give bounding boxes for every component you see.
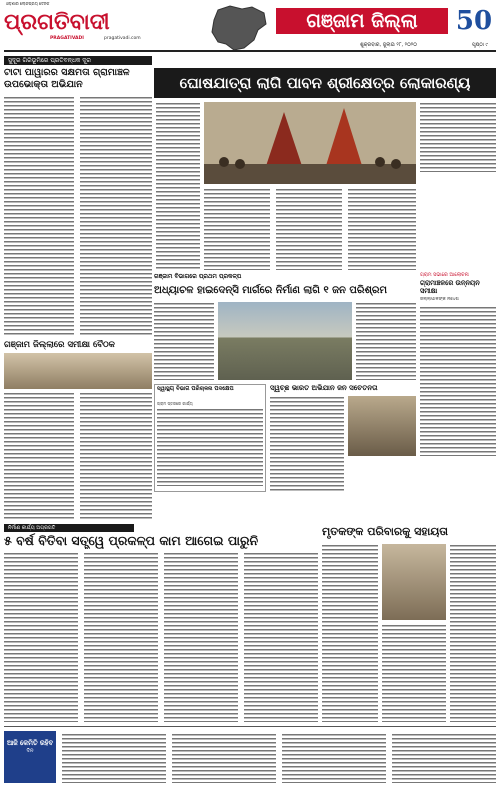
wide-story-body-col1 xyxy=(154,302,214,380)
right-story xyxy=(420,272,496,462)
masthead-rule xyxy=(4,50,496,52)
footer-col3 xyxy=(282,733,386,783)
bottom-right-story xyxy=(322,524,496,722)
logo-text: ପ୍ରଗତିବାଦୀ xyxy=(4,9,110,35)
meeting-body-col2 xyxy=(80,392,152,520)
wide-story-headline: ଅଧ୍ୟାଚଳ ହାଇଦେନ୍ସି ମାର୍ଗରେ ନିର୍ମାଣ ଲାଗି ୧ ଜନ ପରିଶ୍ରମ xyxy=(154,285,387,296)
side-box-headline: ସ୍ୱାସ୍ଥ୍ୟ ବିଭାଗ ପରିଚାଳନା ପଦକ୍ଷେପ xyxy=(157,386,234,392)
bottom-right-col3 xyxy=(450,544,496,722)
small-story-body xyxy=(270,396,344,492)
footer-strip xyxy=(4,726,496,784)
right-story-kicker: ଗ୍ରାମ ସଭାରେ ଆଲୋଚନା xyxy=(420,272,469,278)
crowd-illustration xyxy=(204,102,416,184)
footer-col4 xyxy=(392,733,496,783)
left-top-body-col2 xyxy=(80,96,152,336)
footer-box xyxy=(4,731,56,783)
middle-strip xyxy=(154,272,416,282)
banner-body-col3 xyxy=(348,188,416,270)
footer-col1 xyxy=(62,733,166,783)
bottom-right-col2 xyxy=(382,624,446,722)
footer-box-title: ଆଜି କେମିତି ରହିବ xyxy=(6,739,53,747)
left-top-story xyxy=(4,56,152,338)
banner-body-col2 xyxy=(276,188,342,270)
right-story-subhead: ଜିଲ୍ଲାପାଳଙ୍କ ନିର୍ଦ୍ଦେଶ xyxy=(420,297,459,302)
small-story-photo[interactable] xyxy=(348,396,416,456)
small-story xyxy=(270,384,416,492)
main-banner-headline: ଘୋଷଯାତ୍ରା ଲାଗି ପାବନ ଶ୍ରୀକ୍ଷେତ୍ର ଲୋକାରଣ୍ୟ xyxy=(179,74,471,92)
small-story-headline: ସ୍ୱଚ୍ଛ ଭାରତ ଅଭିଯାନ ଜନ ସଚେତନତା xyxy=(270,384,378,392)
bottom-right-col1 xyxy=(322,544,378,722)
left-top-kicker: ସୁଦୂର ଗିରିଭୂମିରେ ପ୍ରତିବନ୍ଧକ ଦୂର xyxy=(4,56,152,65)
top-note: ଓଡ଼ିଶାର ଲୋକପ୍ରିୟ ଦୈନିକ xyxy=(6,2,50,6)
bottom-left-col2 xyxy=(84,552,158,722)
meeting-body-col1 xyxy=(4,392,74,520)
banner-body-col1 xyxy=(204,188,270,270)
logo-sub-left: PRAGATIVADI xyxy=(50,36,84,41)
anniversary-number: 50 xyxy=(455,6,493,36)
right-story-headline: ଗ୍ରାମାଞ୍ଚଳରେ ଉନ୍ନୟନ ସମୀକ୍ଷା xyxy=(420,279,480,295)
middle-strip-label: ଗଞ୍ଜାମ ବିଭାଗରେ ପ୍ରଥମ ପ୍ରକଳ୍ପ xyxy=(154,273,242,280)
meeting-photo[interactable] xyxy=(4,353,152,389)
bottom-right-headline: ମୃତକଙ୍କ ପରିବାରକୁ ସହାୟତା xyxy=(322,525,449,538)
right-story-body xyxy=(420,306,496,456)
meeting-story xyxy=(4,340,152,520)
side-box-body xyxy=(157,408,263,486)
anniversary-badge xyxy=(452,4,496,38)
right-column-body-top xyxy=(420,102,496,172)
footer-col2 xyxy=(172,733,276,783)
odisha-map-icon xyxy=(208,4,270,52)
left-top-body-col1 xyxy=(4,96,74,336)
wide-story-body-col2 xyxy=(356,302,416,380)
bottom-left-headline: ୫ ବର୍ଷ ବିତିବା ସତ୍ତ୍ୱେ ପ୍ରକଳ୍ପ କାମ ଆଗେଇ ପାରୁନି xyxy=(4,533,259,548)
meeting-headline: ଗଞ୍ଜାମ ଜିଲ୍ଲାରେ ସମୀକ୍ଷା ବୈଠକ xyxy=(4,340,115,350)
banner-left-column xyxy=(156,102,200,270)
masthead xyxy=(0,0,500,64)
district-banner xyxy=(276,8,448,34)
bottom-left-kicker: ନିର୍ମାଣ କାର୍ଯ୍ୟ ଅଗ୍ରଗତି xyxy=(4,524,134,532)
bottom-left-col4 xyxy=(244,552,318,722)
wide-story xyxy=(154,284,416,380)
page-number: ପୃଷ୍ଠା ୯ xyxy=(472,42,488,48)
right-column xyxy=(420,102,496,270)
left-top-headline: ଟାଟା ପାୱାରର ସକ୍ଷମତା ଗ୍ରାମାଞ୍ଚଳ ଉପଭୋକ୍ତା ଅଭିଯାନ xyxy=(4,67,130,90)
side-box xyxy=(154,384,266,492)
bottom-left-col1 xyxy=(4,552,78,722)
road-photo[interactable] xyxy=(218,302,352,380)
bottom-right-photo[interactable] xyxy=(382,544,446,620)
side-box-sub: ଗ୍ରାମ ସ୍ତରରେ କାର୍ଯ୍ୟ xyxy=(157,401,193,406)
bottom-left-col3 xyxy=(164,552,238,722)
district-title: ଗଞ୍ଜାମ ଜିଲ୍ଲା xyxy=(306,10,418,32)
bottom-left-story xyxy=(4,524,318,722)
main-banner xyxy=(154,68,496,98)
ratha-photo[interactable] xyxy=(204,102,416,184)
footer-box-sub: ଦିନ xyxy=(26,748,34,754)
logo[interactable] xyxy=(4,8,164,36)
logo-sub-right: pragativadi.com xyxy=(104,36,141,41)
date-line: ଶୁକ୍ରବାର, ଜୁଲାଇ ୨୮, ୨୦୨୦ xyxy=(360,42,417,48)
